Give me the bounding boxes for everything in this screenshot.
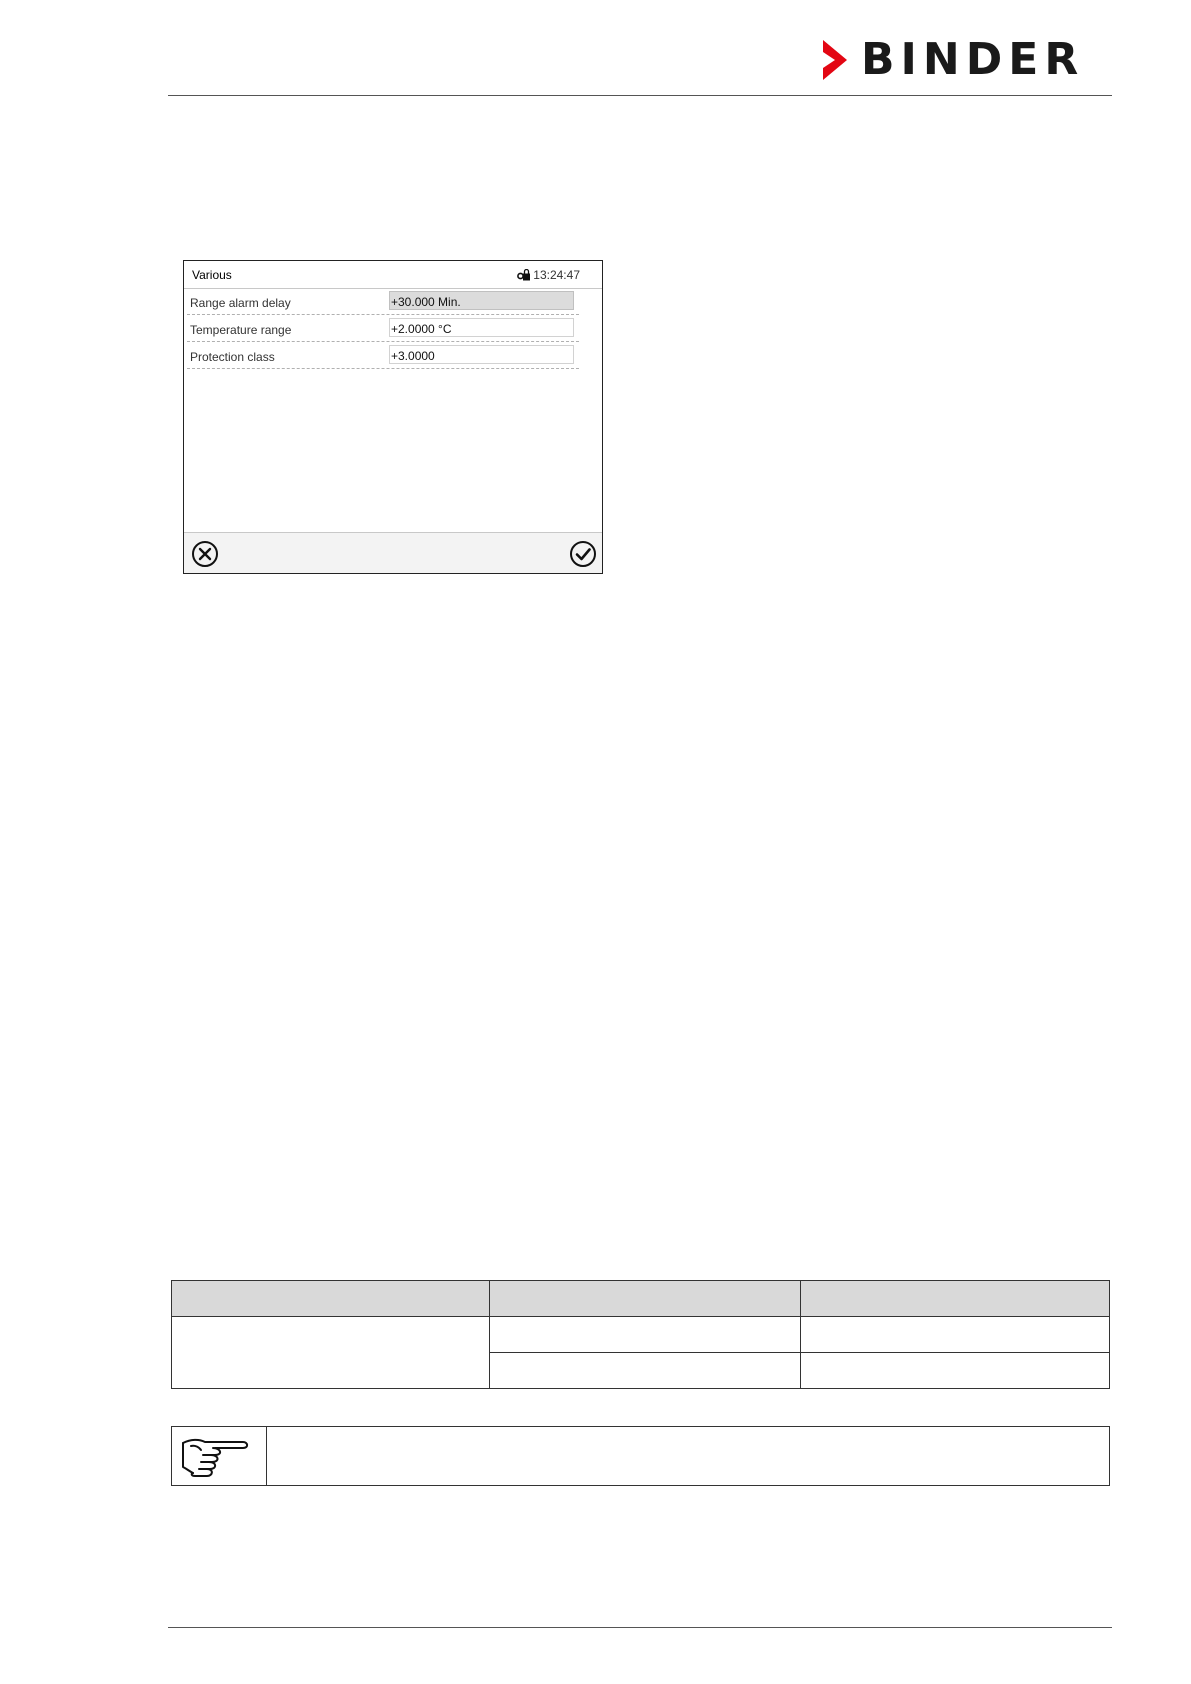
table-cell — [490, 1317, 801, 1353]
setting-row-temperature-range — [187, 315, 579, 342]
clock: 13:24:47 — [533, 268, 580, 282]
pointing-hand-icon — [177, 1433, 253, 1481]
binder-logo — [819, 34, 1109, 85]
table-cell — [490, 1353, 801, 1389]
setting-row-protection-class — [187, 342, 579, 369]
settings-table — [171, 1280, 1110, 1389]
header-rule — [168, 95, 1112, 96]
confirm-button[interactable] — [569, 540, 597, 568]
table-cell — [172, 1317, 490, 1389]
brand-arrow-icon — [819, 38, 855, 82]
screen-title: Various — [192, 268, 232, 282]
table-header-cell — [801, 1281, 1110, 1317]
table-header-cell — [172, 1281, 490, 1317]
table-cell — [801, 1353, 1110, 1389]
screen-header — [184, 261, 602, 289]
setting-label: Temperature range — [190, 323, 292, 337]
check-circle-icon — [569, 540, 597, 568]
temperature-range-field[interactable]: +2.0000 °C — [389, 318, 574, 337]
cancel-button[interactable] — [191, 540, 219, 568]
screen-status — [517, 268, 580, 282]
table-cell — [801, 1317, 1110, 1353]
setting-label: Protection class — [190, 350, 275, 364]
screen-footer — [184, 532, 602, 573]
key-lock-icon — [517, 269, 531, 281]
controller-screen — [183, 260, 603, 574]
setting-label: Range alarm delay — [190, 296, 291, 310]
protection-class-field[interactable]: +3.0000 — [389, 345, 574, 364]
range-alarm-delay-field[interactable]: +30.000 Min. — [389, 291, 574, 310]
note-icon-cell — [172, 1427, 267, 1485]
table-row — [172, 1317, 1110, 1353]
table-header-row — [172, 1281, 1110, 1317]
table-header-cell — [490, 1281, 801, 1317]
footer-rule — [168, 1627, 1112, 1628]
note-box — [171, 1426, 1110, 1486]
brand-name: BINDER — [861, 34, 1085, 85]
settings-list — [187, 288, 579, 369]
setting-row-range-alarm-delay — [187, 288, 579, 315]
close-circle-icon — [191, 540, 219, 568]
